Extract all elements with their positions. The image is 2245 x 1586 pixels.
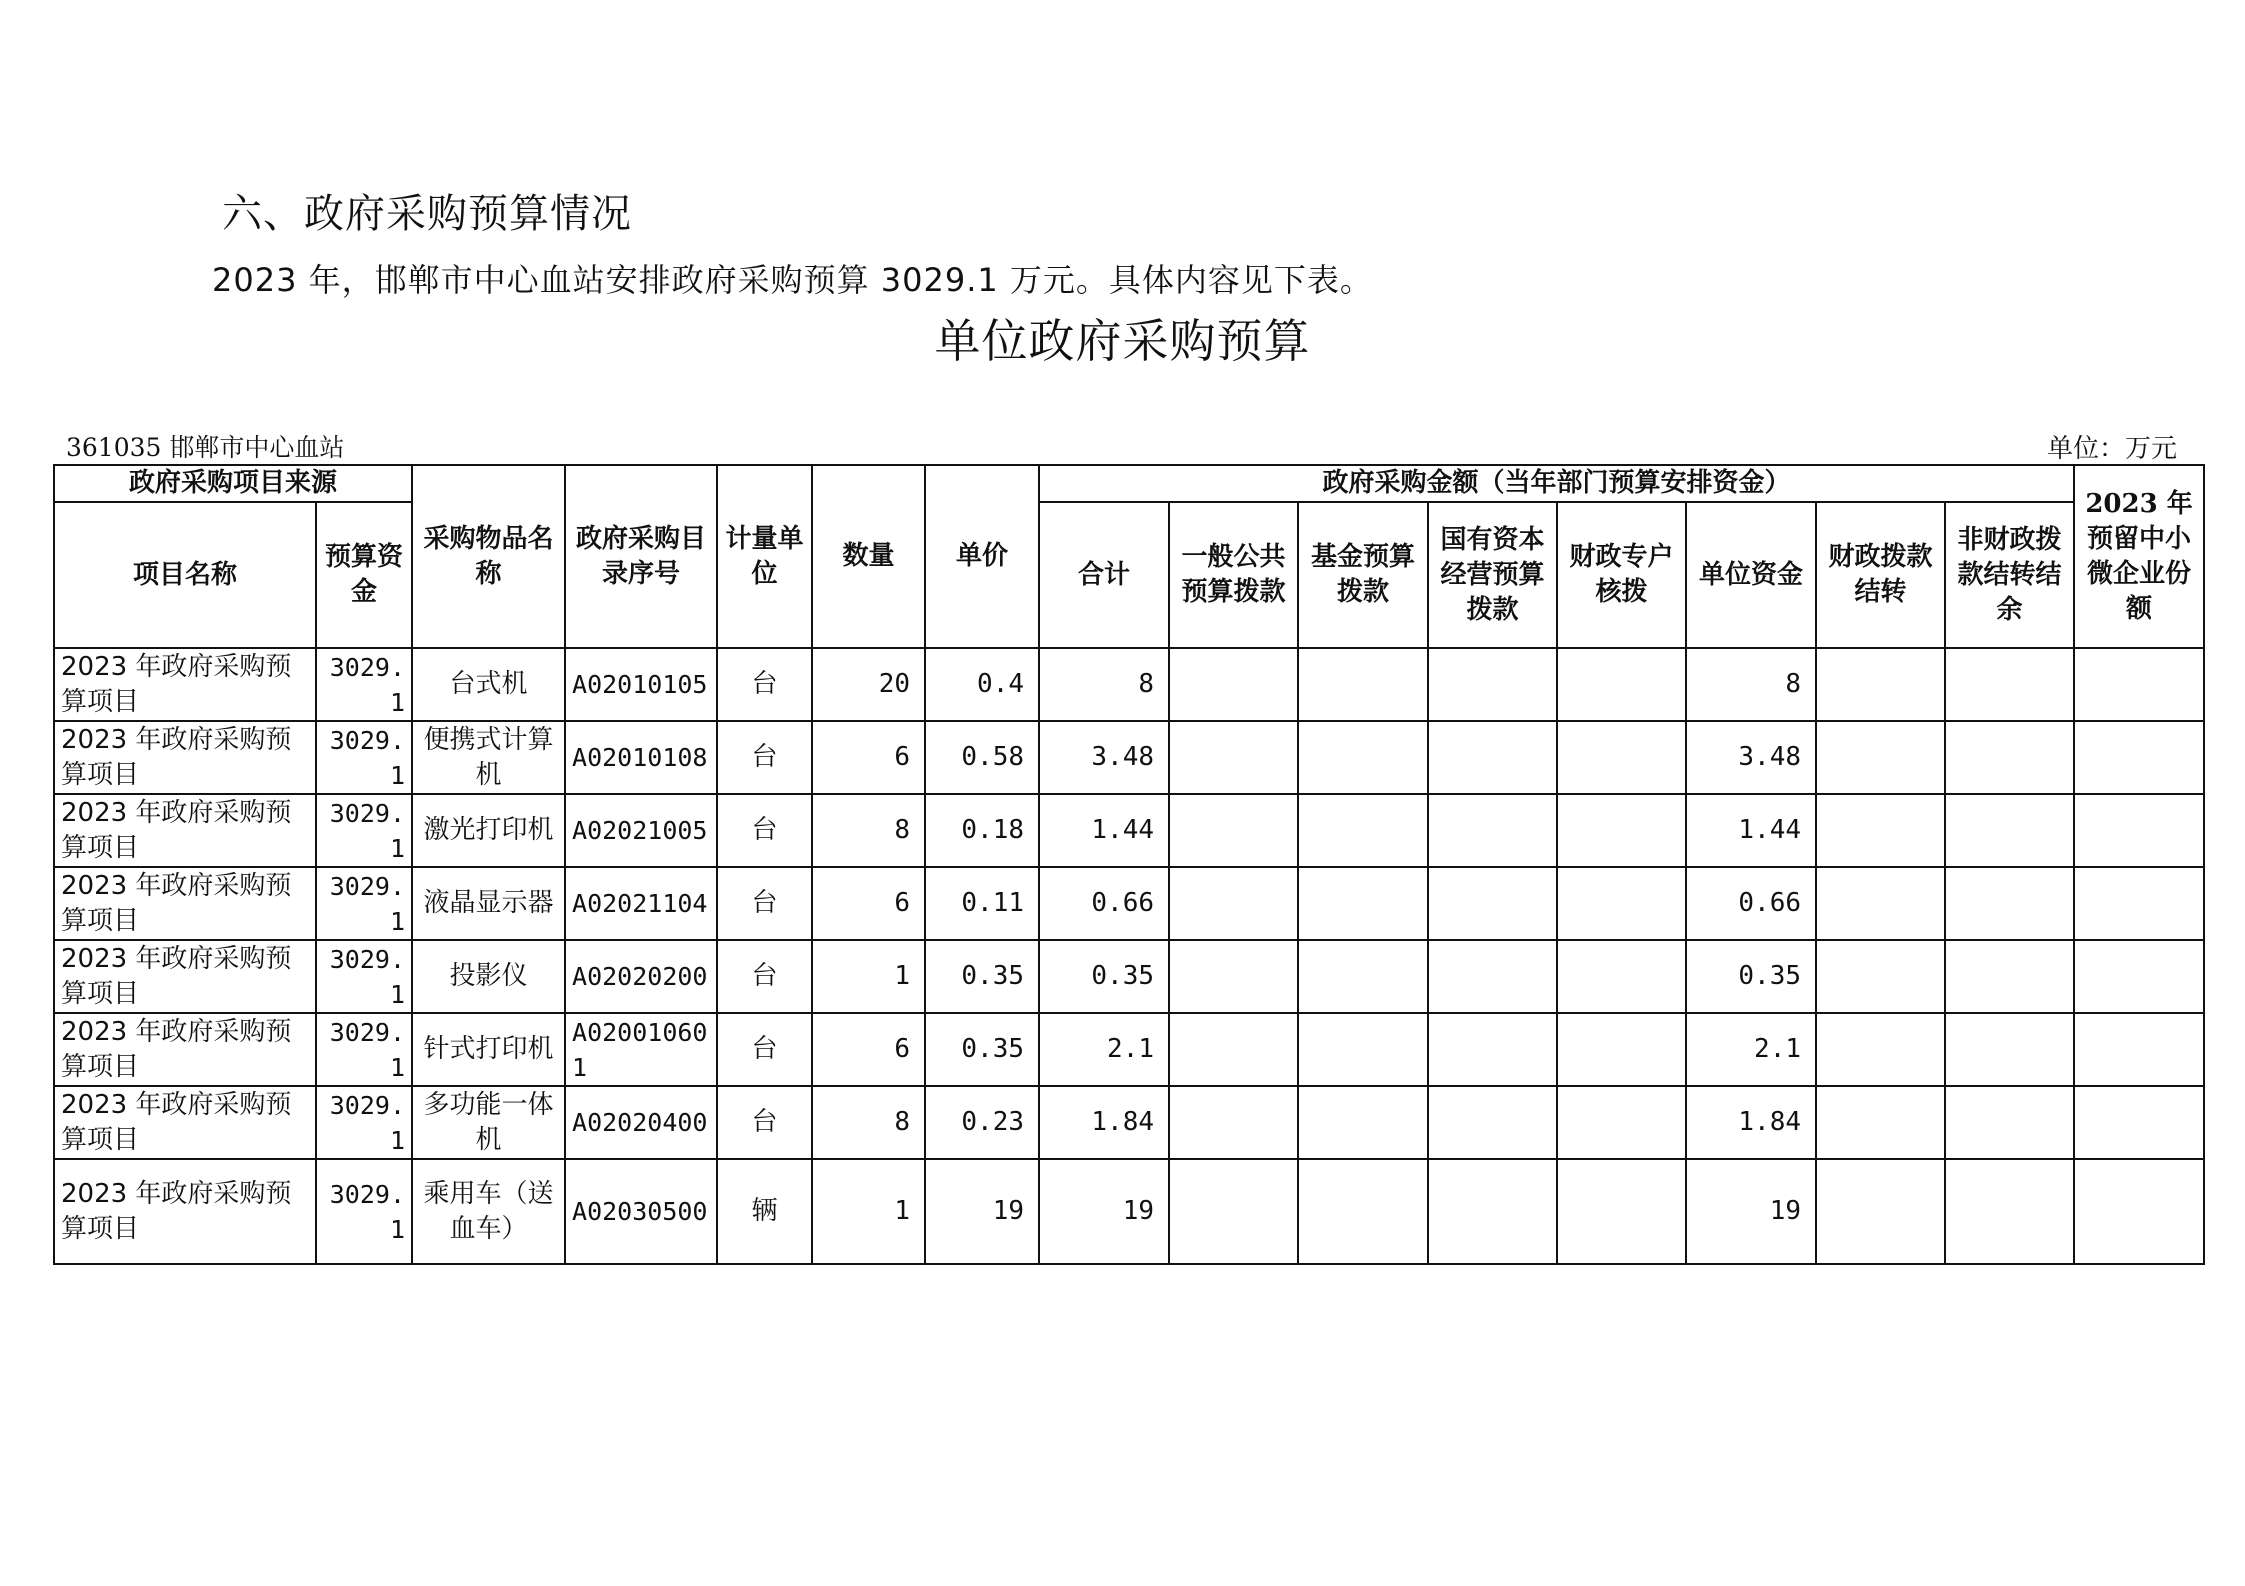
cell-code: A02020200 — [565, 940, 717, 1013]
cell-price: 0.35 — [925, 1013, 1039, 1086]
cell-fund — [1298, 1086, 1428, 1159]
cell-budget: 3029.1 — [316, 1013, 412, 1086]
header-fund-budget: 基金预算拨款 — [1298, 502, 1428, 648]
header-amount-group: 政府采购金额（当年部门预算安排资金） — [1039, 465, 2074, 502]
cell-total: 1.44 — [1039, 794, 1169, 867]
cell-fund — [1298, 1159, 1428, 1264]
cell-carry — [1816, 721, 1945, 794]
cell-state — [1428, 940, 1557, 1013]
cell-code: A02020400 — [565, 1086, 717, 1159]
header-non-fiscal: 非财政拨款结转结余 — [1945, 502, 2074, 648]
cell-sme — [2074, 1013, 2204, 1086]
section-heading: 六、政府采购预算情况 — [222, 191, 632, 237]
cell-item: 便携式计算机 — [412, 721, 565, 794]
cell-carry — [1816, 794, 1945, 867]
header-total: 合计 — [1039, 502, 1169, 648]
cell-sme — [2074, 721, 2204, 794]
cell-price: 0.35 — [925, 940, 1039, 1013]
cell-item: 台式机 — [412, 648, 565, 721]
cell-state — [1428, 867, 1557, 940]
cell-qty: 1 — [812, 1159, 925, 1264]
header-general-public: 一般公共预算拨款 — [1169, 502, 1298, 648]
cell-state — [1428, 648, 1557, 721]
header-catalog-no: 政府采购目录序号 — [565, 465, 717, 648]
header-unit-funds: 单位资金 — [1686, 502, 1816, 648]
cell-unit-funds: 2.1 — [1686, 1013, 1816, 1086]
header-project-name: 项目名称 — [54, 502, 316, 648]
intro-paragraph: 2023 年，邯郸市中心血站安排政府采购预算 3029.1 万元。具体内容见下表。 — [212, 261, 1373, 299]
cell-general — [1169, 1159, 1298, 1264]
cell-item: 激光打印机 — [412, 794, 565, 867]
cell-nonfiscal — [1945, 867, 2074, 940]
cell-project: 2023 年政府采购预算项目 — [54, 867, 316, 940]
cell-fund — [1298, 867, 1428, 940]
cell-uom: 台 — [717, 721, 812, 794]
cell-general — [1169, 867, 1298, 940]
cell-price: 0.11 — [925, 867, 1039, 940]
cell-carry — [1816, 1086, 1945, 1159]
cell-item: 投影仪 — [412, 940, 565, 1013]
cell-project: 2023 年政府采购预算项目 — [54, 1159, 316, 1264]
cell-special — [1557, 1013, 1686, 1086]
cell-total: 8 — [1039, 648, 1169, 721]
cell-item: 液晶显示器 — [412, 867, 565, 940]
cell-special — [1557, 794, 1686, 867]
cell-project: 2023 年政府采购预算项目 — [54, 648, 316, 721]
cell-fund — [1298, 648, 1428, 721]
procurement-budget-table — [53, 464, 2205, 1265]
cell-qty: 8 — [812, 794, 925, 867]
cell-total: 0.35 — [1039, 940, 1169, 1013]
table-row — [54, 1013, 2204, 1086]
cell-budget: 3029.1 — [316, 648, 412, 721]
cell-nonfiscal — [1945, 940, 2074, 1013]
cell-fund — [1298, 794, 1428, 867]
cell-unit-funds: 3.48 — [1686, 721, 1816, 794]
header-budget-funds: 预算资金 — [316, 502, 412, 648]
cell-code: A02010105 — [565, 648, 717, 721]
cell-state — [1428, 1086, 1557, 1159]
cell-special — [1557, 1086, 1686, 1159]
cell-total: 2.1 — [1039, 1013, 1169, 1086]
cell-fund — [1298, 721, 1428, 794]
header-source-group: 政府采购项目来源 — [54, 465, 412, 502]
cell-code: A02030500 — [565, 1159, 717, 1264]
cell-project: 2023 年政府采购预算项目 — [54, 794, 316, 867]
header-row-columns — [54, 502, 2204, 648]
cell-code: A02021104 — [565, 867, 717, 940]
cell-carry — [1816, 940, 1945, 1013]
cell-price: 0.4 — [925, 648, 1039, 721]
cell-code: A020010601 — [565, 1013, 717, 1086]
cell-nonfiscal — [1945, 1159, 2074, 1264]
cell-carry — [1816, 1159, 1945, 1264]
table-row — [54, 1159, 2204, 1264]
cell-special — [1557, 648, 1686, 721]
cell-general — [1169, 1086, 1298, 1159]
cell-general — [1169, 721, 1298, 794]
cell-nonfiscal — [1945, 721, 2074, 794]
cell-nonfiscal — [1945, 1086, 2074, 1159]
unit-label: 单位：万元 — [2046, 434, 2177, 464]
cell-price: 0.23 — [925, 1086, 1039, 1159]
cell-total: 0.66 — [1039, 867, 1169, 940]
cell-unit-funds: 8 — [1686, 648, 1816, 721]
cell-budget: 3029.1 — [316, 721, 412, 794]
cell-special — [1557, 940, 1686, 1013]
cell-project: 2023 年政府采购预算项目 — [54, 721, 316, 794]
cell-item: 乘用车（送血车） — [412, 1159, 565, 1264]
cell-project: 2023 年政府采购预算项目 — [54, 1013, 316, 1086]
cell-state — [1428, 721, 1557, 794]
cell-uom: 台 — [717, 1086, 812, 1159]
header-unit-of-measure: 计量单位 — [717, 465, 812, 648]
cell-uom: 台 — [717, 867, 812, 940]
cell-special — [1557, 721, 1686, 794]
cell-project: 2023 年政府采购预算项目 — [54, 940, 316, 1013]
table-row — [54, 940, 2204, 1013]
cell-fund — [1298, 940, 1428, 1013]
cell-qty: 6 — [812, 1013, 925, 1086]
cell-project: 2023 年政府采购预算项目 — [54, 1086, 316, 1159]
header-carryover: 财政拨款结转 — [1816, 502, 1945, 648]
cell-nonfiscal — [1945, 1013, 2074, 1086]
cell-uom: 台 — [717, 1013, 812, 1086]
cell-sme — [2074, 648, 2204, 721]
header-state-capital: 国有资本经营预算拨款 — [1428, 502, 1557, 648]
cell-qty: 6 — [812, 721, 925, 794]
cell-qty: 6 — [812, 867, 925, 940]
cell-budget: 3029.1 — [316, 940, 412, 1013]
cell-uom: 台 — [717, 794, 812, 867]
cell-price: 0.18 — [925, 794, 1039, 867]
cell-item: 多功能一体机 — [412, 1086, 565, 1159]
unit-name: 361035 邯郸市中心血站 — [66, 433, 345, 462]
table-row — [54, 1086, 2204, 1159]
cell-general — [1169, 794, 1298, 867]
cell-qty: 8 — [812, 1086, 925, 1159]
cell-nonfiscal — [1945, 648, 2074, 721]
cell-unit-funds: 0.66 — [1686, 867, 1816, 940]
cell-state — [1428, 1159, 1557, 1264]
cell-state — [1428, 794, 1557, 867]
header-unit-price: 单价 — [925, 465, 1039, 648]
cell-total: 19 — [1039, 1159, 1169, 1264]
cell-code: A02010108 — [565, 721, 717, 794]
table-row — [54, 867, 2204, 940]
cell-unit-funds: 1.44 — [1686, 794, 1816, 867]
cell-general — [1169, 940, 1298, 1013]
cell-general — [1169, 648, 1298, 721]
cell-fund — [1298, 1013, 1428, 1086]
cell-unit-funds: 19 — [1686, 1159, 1816, 1264]
cell-special — [1557, 1159, 1686, 1264]
header-item-name: 采购物品名称 — [412, 465, 565, 648]
cell-carry — [1816, 867, 1945, 940]
table-title: 单位政府采购预算 — [934, 314, 1311, 368]
header-row-group — [54, 465, 2204, 502]
cell-total: 3.48 — [1039, 721, 1169, 794]
cell-price: 0.58 — [925, 721, 1039, 794]
header-special-account: 财政专户核拨 — [1557, 502, 1686, 648]
table-row — [54, 794, 2204, 867]
cell-uom: 台 — [717, 940, 812, 1013]
cell-sme — [2074, 794, 2204, 867]
cell-unit-funds: 1.84 — [1686, 1086, 1816, 1159]
cell-qty: 20 — [812, 648, 925, 721]
cell-sme — [2074, 867, 2204, 940]
cell-budget: 3029.1 — [316, 1159, 412, 1264]
cell-uom: 台 — [717, 648, 812, 721]
cell-budget: 3029.1 — [316, 867, 412, 940]
cell-general — [1169, 1013, 1298, 1086]
table-row — [54, 648, 2204, 721]
cell-state — [1428, 1013, 1557, 1086]
cell-sme — [2074, 1086, 2204, 1159]
header-sme-share: 2023 年预留中小微企业份额 — [2074, 465, 2204, 648]
cell-budget: 3029.1 — [316, 794, 412, 867]
header-quantity: 数量 — [812, 465, 925, 648]
cell-uom: 辆 — [717, 1159, 812, 1264]
cell-nonfiscal — [1945, 794, 2074, 867]
table-row — [54, 721, 2204, 794]
cell-carry — [1816, 648, 1945, 721]
cell-price: 19 — [925, 1159, 1039, 1264]
cell-special — [1557, 867, 1686, 940]
cell-sme — [2074, 1159, 2204, 1264]
cell-total: 1.84 — [1039, 1086, 1169, 1159]
cell-code: A02021005 — [565, 794, 717, 867]
cell-item: 针式打印机 — [412, 1013, 565, 1086]
cell-budget: 3029.1 — [316, 1086, 412, 1159]
cell-unit-funds: 0.35 — [1686, 940, 1816, 1013]
cell-sme — [2074, 940, 2204, 1013]
cell-carry — [1816, 1013, 1945, 1086]
cell-qty: 1 — [812, 940, 925, 1013]
